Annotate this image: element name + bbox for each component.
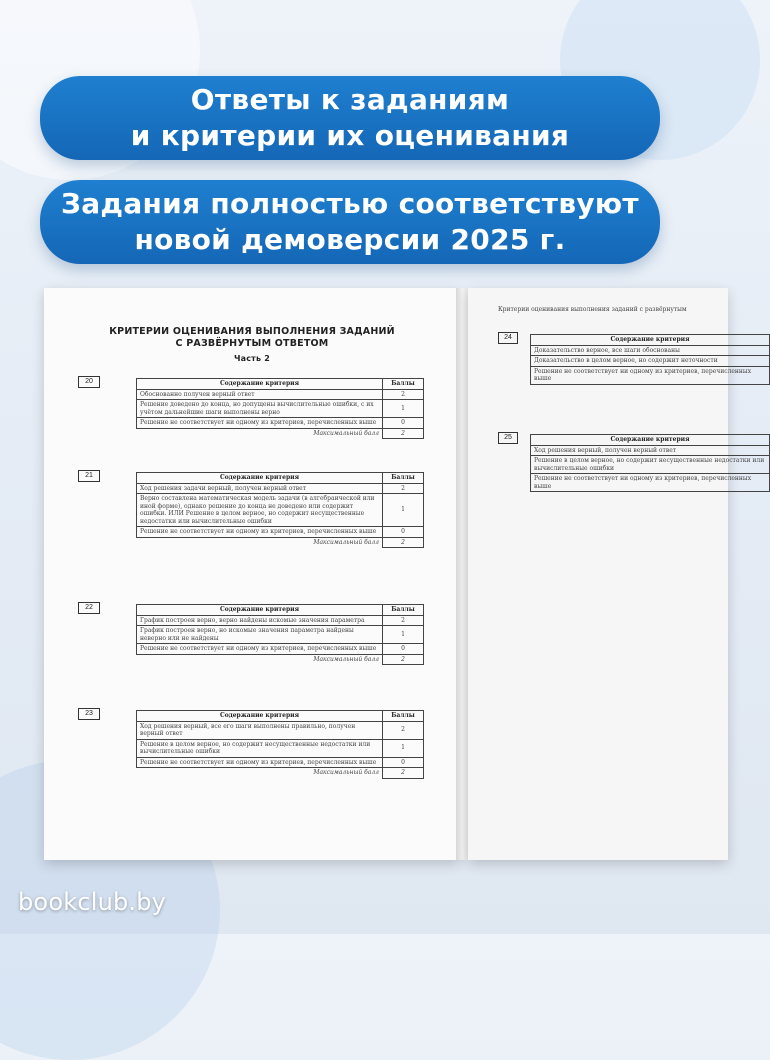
criterion-text: Решение в целом верное, но содержит несущественные недостатки или вычислительные ошибки (137, 739, 383, 757)
header-row (137, 605, 424, 616)
brand-logo: bookclub.by (18, 888, 167, 916)
task-number: 21 (78, 470, 100, 482)
table-row (137, 721, 424, 739)
banner-line: Ответы к заданиям (190, 83, 510, 116)
criterion-text: Ход решения задачи верный, получен верный ответ (137, 483, 383, 494)
header-row (531, 335, 770, 346)
table-row (137, 494, 424, 527)
criteria-table (136, 378, 424, 439)
criterion-text: Решение не соответствует ни одному из критериев, перечисленных выше (137, 527, 383, 538)
max-row (137, 537, 424, 548)
criteria-table (136, 710, 424, 779)
criterion-text: График построен верно, верно найдены искомые значения параметра (137, 615, 383, 626)
table-row (531, 366, 770, 384)
table-row (137, 483, 424, 494)
header-score: Баллы (383, 605, 424, 616)
criterion-text: Ход решения верный, получен верный ответ (531, 445, 770, 456)
criterion-text: Решение не соответствует ни одному из критериев, перечисленных выше (531, 474, 770, 492)
header-content: Содержание критерия (137, 711, 383, 722)
table-row (137, 644, 424, 655)
table-row (531, 445, 770, 456)
header-score: Баллы (383, 473, 424, 484)
criterion-score: 0 (383, 644, 424, 655)
left-page (44, 288, 460, 860)
criterion-text: Обоснованно получен верный ответ (137, 389, 383, 400)
table-row (531, 356, 770, 367)
criteria-table (530, 434, 770, 492)
criteria-table (136, 472, 424, 548)
table-row (531, 345, 770, 356)
criterion-text: Решение не соответствует ни одному из критериев, перечисленных выше (137, 418, 383, 429)
table-row (137, 400, 424, 418)
criterion-score: 1 (383, 739, 424, 757)
criterion-score: 0 (383, 418, 424, 429)
criterion-score: 2 (383, 483, 424, 494)
max-row (137, 768, 424, 779)
header-row (137, 473, 424, 484)
criterion-score: 1 (383, 494, 424, 527)
right-page (468, 288, 765, 860)
part-label: Часть 2 (233, 354, 271, 363)
table-row (137, 527, 424, 538)
max-value: 2 (383, 537, 424, 548)
criterion-text: Доказательство верное, все шаги обоснованы (531, 345, 770, 356)
page-title: КРИТЕРИИ ОЦЕНИВАНИЯ ВЫПОЛНЕНИЯ ЗАДАНИЙ (109, 326, 395, 337)
criterion-score: 1 (383, 400, 424, 418)
table-row (137, 418, 424, 429)
criterion-text: Верно составлена математическая модель задачи (в алгебраической или иной форме), однако решение до конца не доведено или содержит ошибки. ИЛИ Решение в целом верное, но содержит несущественные недостатки или вычислительные ошибки (137, 494, 383, 527)
header-row (137, 379, 424, 390)
criterion-text: Решение в целом верное, но содержит несущественные недостатки или вычислительные ошибки (531, 456, 770, 474)
page-subtitle: С РАЗВЁРНУТЫМ ОТВЕТОМ (175, 338, 329, 349)
max-row (137, 428, 424, 439)
table-row (531, 474, 770, 492)
answers-banner (40, 76, 660, 160)
criterion-text: Решение доведено до конца, но допущены вычислительные ошибки, с их учётом дальнейшие шаги выполнены верно (137, 400, 383, 418)
criterion-score: 0 (383, 757, 424, 768)
max-value: 2 (383, 768, 424, 779)
header-content: Содержание критерия (531, 335, 770, 346)
header-score: Баллы (383, 711, 424, 722)
header-content: Содержание критерия (137, 605, 383, 616)
max-label: Максимальный балл (313, 538, 379, 546)
table-row (137, 739, 424, 757)
criteria-table (136, 604, 424, 665)
max-label: Максимальный балл (313, 655, 379, 663)
max-row (137, 654, 424, 665)
criterion-text: Доказательство в целом верное, но содержит неточности (531, 356, 770, 367)
header-content: Содержание критерия (137, 379, 383, 390)
header-row (137, 711, 424, 722)
banner-line: новой демоверсии 2025 г. (134, 223, 566, 256)
criterion-text: Решение не соответствует ни одному из критериев, перечисленных выше (137, 644, 383, 655)
criterion-score: 2 (383, 615, 424, 626)
open-book (44, 288, 765, 860)
max-value: 2 (383, 428, 424, 439)
task-number: 22 (78, 602, 100, 614)
banner-line: и критерии их оценивания (130, 119, 570, 152)
table-row (137, 389, 424, 400)
criterion-score: 2 (383, 721, 424, 739)
demo-version-banner (40, 180, 660, 264)
header-score: Баллы (383, 379, 424, 390)
table-row (137, 615, 424, 626)
criterion-score: 1 (383, 626, 424, 644)
header-content: Содержание критерия (137, 473, 383, 484)
task-number: 24 (498, 332, 518, 344)
criteria-table (530, 334, 770, 385)
task-number: 23 (78, 708, 100, 720)
table-row (137, 757, 424, 768)
header-content: Содержание критерия (531, 435, 770, 446)
running-header: Критерии оценивания выполнения заданий с развёрнутым (498, 306, 687, 313)
max-label: Максимальный балл (313, 429, 379, 437)
criterion-text: Решение не соответствует ни одному из критериев, перечисленных выше (531, 366, 770, 384)
table-row (137, 626, 424, 644)
max-value: 2 (383, 654, 424, 665)
criterion-text: Ход решения верный, все его шаги выполнены правильно, получен верный ответ (137, 721, 383, 739)
task-number: 25 (498, 432, 518, 444)
criterion-text: Решение не соответствует ни одному из критериев, перечисленных выше (137, 757, 383, 768)
task-number: 20 (78, 376, 100, 388)
criterion-score: 0 (383, 527, 424, 538)
header-row (531, 435, 770, 446)
banner-line: Задания полностью соответствуют (61, 187, 639, 220)
max-label: Максимальный балл (313, 769, 379, 777)
criterion-score: 2 (383, 389, 424, 400)
criterion-text: График построен верно, но искомые значения параметра найдены неверно или не найдены (137, 626, 383, 644)
table-row (531, 456, 770, 474)
